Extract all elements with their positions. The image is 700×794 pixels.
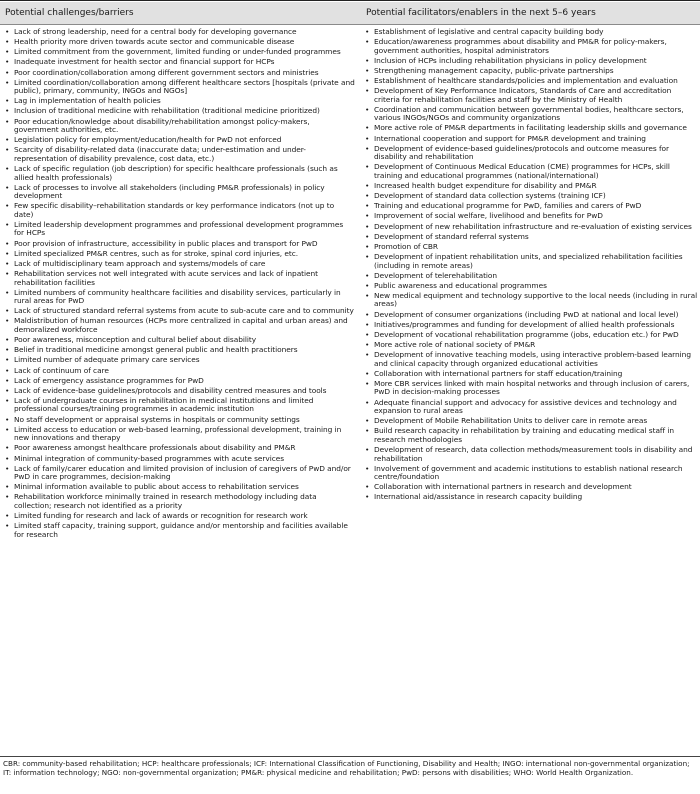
facilitator-item: • Development of standard referral systems — [365, 233, 698, 242]
challenge-item: • Lack of evidence-base guidelines/protocols and disability centred measures and tools — [5, 387, 355, 396]
facilitator-item: • Involvement of government and academic institutions to establish national research centre/foundation — [365, 465, 698, 482]
challenge-item: • Lack of emergency assistance programmes for PwD — [5, 377, 355, 386]
facilitator-item: • Strengthening management capacity, public-private partnerships — [365, 67, 698, 76]
facilitator-item: • Inclusion of HCPs including rehabilitation physicians in policy development — [365, 57, 698, 66]
challenge-item: • Poor awareness, misconception and cultural belief about disability — [5, 336, 355, 345]
challenge-item: • Lack of multidisciplinary team approach and systems/models of care — [5, 260, 355, 269]
challenge-item: • Rehabilitation workforce minimally trained in research methodology including data collection; research not identified as a priority — [5, 493, 355, 510]
column-header-facilitators: Potential facilitators/enablers in the next 5–6 years — [366, 8, 596, 18]
facilitator-item: • Development of Key Performance Indicators, Standards of Care and accreditation criteria for rehabilitation facilities and staff by the Ministry of Health — [365, 87, 698, 104]
facilitator-item: • Development of inpatient rehabilitation units, and specialized rehabilitation facilities (including in remote areas) — [365, 253, 698, 270]
challenge-item: • Limited commitment from the government, limited funding or under-funded programmes — [5, 48, 355, 57]
facilitator-item: • Development of Mobile Rehabilitation Units to deliver care in remote areas — [365, 417, 698, 426]
facilitator-item: • Collaboration with international partners for staff education/training — [365, 370, 698, 379]
challenge-item: • Limited coordination/collaboration among different healthcare sectors [hospitals (private and public), primary, community, INGOs and NGOs] — [5, 79, 355, 96]
challenge-item: • Lack of continuum of care — [5, 367, 355, 376]
facilitator-item: • Development of innovative teaching models, using interactive problem-based learning and clinical capacity through organized educational activities — [365, 351, 698, 368]
facilitator-item: • New medical equipment and technology supportive to the local needs (including in rural areas) — [365, 292, 698, 309]
challenge-item: • Limited funding for research and lack of awards or recognition for research work — [5, 512, 355, 521]
facilitator-item: • Development of research, data collection methods/measurement tools in disability and rehabilitation — [365, 446, 698, 463]
facilitator-item: • Increased health budget expenditure for disability and PM&R — [365, 182, 698, 191]
challenge-item: • Limited numbers of community healthcare facilities and disability services, particularly in rural areas for PwD — [5, 289, 355, 306]
facilitator-item: • Development of new rehabilitation infrastructure and re-evaluation of existing services — [365, 223, 698, 232]
challenge-item: • Lack of structured standard referral systems from acute to sub-acute care and to community — [5, 307, 355, 316]
facilitator-item: • International aid/assistance in research capacity building — [365, 493, 698, 502]
challenge-item: • Limited access to education or web-based learning, professional development, training in new innovations and therapy — [5, 426, 355, 443]
facilitator-item: • Education/awareness programmes about disability and PM&R for policy-makers, government authorities, hospital administrators — [365, 38, 698, 55]
challenge-item: • No staff development or appraisal systems in hospitals or community settings — [5, 416, 355, 425]
challenge-item: • Poor coordination/collaboration among different government sectors and ministries — [5, 69, 355, 78]
facilitator-item: • More active role of PM&R departments in facilitating leadership skills and governance — [365, 124, 698, 133]
bottom-rule — [0, 756, 700, 757]
challenges-list — [5, 28, 355, 541]
facilitator-item: • Initiatives/programmes and funding for development of allied health professionals — [365, 321, 698, 330]
facilitator-item: • Development of Continuous Medical Education (CME) programmes for HCPs, skill training and educational programmes (national/international) — [365, 163, 698, 180]
top-rule — [0, 0, 700, 1]
facilitator-item: • Development of evidence-based guidelines/protocols and outcome measures for disability and rehabilitation — [365, 145, 698, 162]
challenge-item: • Poor education/knowledge about disability/rehabilitation amongst policy-makers, government authorities, etc. — [5, 118, 355, 135]
challenge-item: • Poor provision of infrastructure, accessibility in public places and transport for PwD — [5, 240, 355, 249]
challenge-item: • Inadequate investment for health sector and financial support for HCPs — [5, 58, 355, 67]
facilitator-item: • More CBR services linked with main hospital networks and through inclusion of carers, PwD in decision-making processes — [365, 380, 698, 397]
challenge-item: • Inclusion of traditional medicine with rehabilitation (traditional medicine prioritized) — [5, 107, 355, 116]
column-header-challenges: Potential challenges/barriers — [5, 8, 134, 18]
table-header-row — [0, 2, 700, 25]
challenge-item: • Limited specialized PM&R centres, such as for stroke, spinal cord injuries, etc. — [5, 250, 355, 259]
challenge-item: • Limited staff capacity, training support, guidance and/or mentorship and facilities available for research — [5, 522, 355, 539]
challenge-item: • Limited number of adequate primary care services — [5, 356, 355, 365]
facilitator-item: • Collaboration with international partners in research and development — [365, 483, 698, 492]
challenge-item: • Legislation policy for employment/education/health for PwD not enforced — [5, 136, 355, 145]
facilitator-item: • Promotion of CBR — [365, 243, 698, 252]
challenge-item: • Limited leadership development programmes and professional development programmes for HCPs — [5, 221, 355, 238]
facilitator-item: • Public awareness and educational programmes — [365, 282, 698, 291]
challenge-item: • Minimal information available to public about access to rehabilitation services — [5, 483, 355, 492]
facilitator-item: • Development of consumer organizations (including PwD at national and local level) — [365, 311, 698, 320]
facilitator-item: • Establishment of healthcare standards/policies and implementation and evaluation — [365, 77, 698, 86]
challenge-item: • Lack of undergraduate courses in rehabilitation in medical institutions and limited professional courses/training programmes in academic institution — [5, 397, 355, 414]
table-footnote: CBR: community-based rehabilitation; HCP: healthcare professionals; ICF: International Classification of Functioning, Disability and Health; INGO: international non-governmental organization; IT: information technology; NGO: non-governmental organization; PM&R: physical medicine and rehabilitation; PwD: persons with disabilities; WHO: World Health Organization. — [3, 759, 690, 777]
facilitator-item: • International cooperation and support for PM&R development and training — [365, 135, 698, 144]
challenge-item: • Lack of processes to involve all stakeholders (including PM&R professionals) in policy development — [5, 184, 355, 201]
facilitator-item: • Training and educational programme for PwD, families and carers of PwD — [365, 202, 698, 211]
facilitator-item: • Establishment of legislative and central capacity building body — [365, 28, 698, 37]
facilitator-item: • Adequate financial support and advocacy for assistive devices and technology and expansion to rural areas — [365, 399, 698, 416]
challenge-item: • Lag in implementation of health policies — [5, 97, 355, 106]
challenge-item: • Maldistribution of human resources (HCPs more centralized in capital and urban areas) and demoralized workforce — [5, 317, 355, 334]
facilitators-list — [365, 28, 698, 504]
challenge-item: • Lack of family/carer education and limited provision of inclusion of caregivers of PwD and/or PwD in care programmes, decision-making — [5, 465, 355, 482]
facilitator-item: • Development of standard data collection systems (training ICF) — [365, 192, 698, 201]
challenge-item: • Belief in traditional medicine amongst general public and health practitioners — [5, 346, 355, 355]
challenge-item: • Scarcity of disability-related data (inaccurate data; under-estimation and under-representation of disability prevalence, cost data, etc.) — [5, 146, 355, 163]
facilitator-item: • Development of vocational rehabilitation programme (jobs, education etc.) for PwD — [365, 331, 698, 340]
challenge-item: • Rehabilitation services not well integrated with acute services and lack of inpatient rehabilitation facilities — [5, 270, 355, 287]
challenge-item: • Poor awareness amongst healthcare professionals about disability and PM&R — [5, 444, 355, 453]
facilitator-item: • Build research capacity in rehabilitation by training and educating medical staff in research methodologies — [365, 427, 698, 444]
challenge-item: • Few specific disability–rehabilitation standards or key performance indicators (not up to date) — [5, 202, 355, 219]
facilitator-item: • Coordination and communication between governmental bodies, healthcare sectors, various INGOs/NGOs and community organizations — [365, 106, 698, 123]
challenge-item: • Minimal integration of community-based programmes with acute services — [5, 455, 355, 464]
challenge-item: • Lack of strong leadership, need for a central body for developing governance — [5, 28, 355, 37]
facilitator-item: • Improvement of social welfare, livelihood and benefits for PwD — [365, 212, 698, 221]
facilitator-item: • Development of telerehabilitation — [365, 272, 698, 281]
challenge-item: • Health priority more driven towards acute sector and communicable disease — [5, 38, 355, 47]
facilitator-item: • More active role of national society of PM&R — [365, 341, 698, 350]
challenge-item: • Lack of specific regulation (job description) for specific healthcare professionals (such as allied health professionals) — [5, 165, 355, 182]
